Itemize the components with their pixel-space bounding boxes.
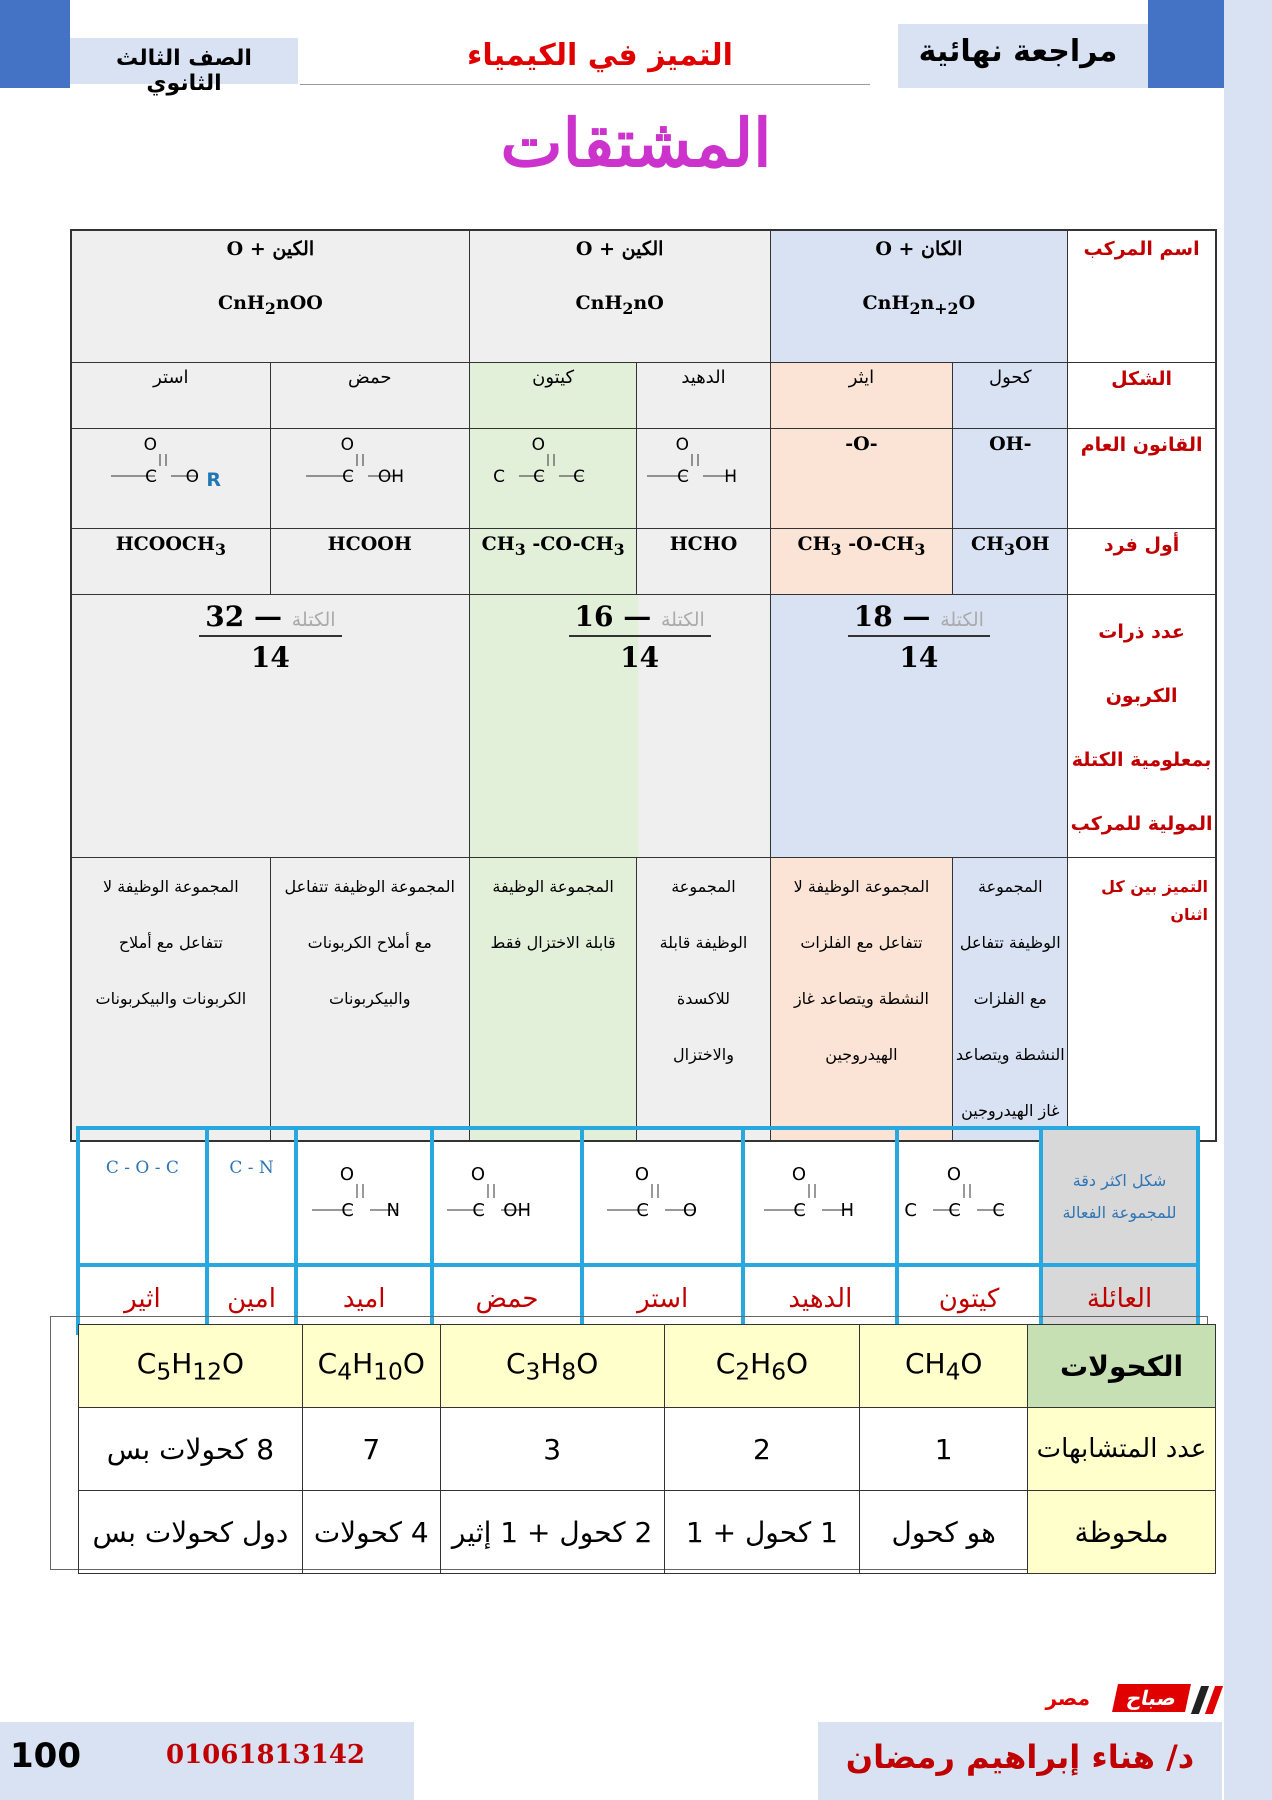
group-alkane-o: [770, 230, 1068, 362]
precise-form-label: شكل اكثر دقة للمجموعة الفعالة: [1041, 1128, 1198, 1265]
brand-country: مصر: [1045, 1686, 1090, 1710]
atom-c: C: [992, 1199, 1006, 1221]
family-aldehyde: الدهيد: [743, 1265, 897, 1333]
distinction-ester: المجموعة الوظيفة لا تتفاعل مع أملاح الكربونات والبيكربونات: [71, 857, 270, 1141]
atom-c: C: [493, 466, 506, 487]
phone-number: 01061813142: [166, 1740, 365, 1770]
formula-ether: -O-: [770, 428, 953, 528]
isomers-ch4o: 1: [860, 1408, 1028, 1491]
atom-c: C: [472, 1199, 485, 1221]
label-general-formula: القانون العام: [1068, 428, 1216, 528]
note-c2h6o: 1 كحول + 1: [664, 1491, 860, 1574]
functional-groups-table: [76, 1126, 1200, 1335]
grade-label: الصف الثالث الثانوي: [116, 46, 252, 96]
group-formula: CnH$_2$nO: [575, 292, 664, 318]
group-alkene-oo: [71, 230, 469, 362]
label-shape: الشكل: [1068, 362, 1216, 428]
group-formula: CnH$_2$nOO: [217, 292, 323, 318]
first-ester: $HCOOCH_3$: [71, 528, 270, 594]
formula-ketone: [469, 428, 637, 528]
atom-n: N: [386, 1199, 401, 1221]
atom-oh: OH: [503, 1199, 531, 1221]
first-alcohol: $CH_3OH$: [953, 528, 1068, 594]
atom-c: C: [533, 466, 546, 487]
formula-c5h12o: $C_5H_{12}O$: [79, 1325, 303, 1408]
right-margin-strip: [1224, 0, 1272, 1800]
atom-o: O: [143, 434, 157, 455]
distinction-acid: المجموعة الوظيفة تتفاعل مع أملاح الكربونات والبيكربونات: [270, 857, 469, 1141]
author-name: د/ هناء إبراهيم رمضان: [845, 1738, 1195, 1776]
atom-h: H: [724, 466, 738, 487]
amide-group: [296, 1128, 432, 1265]
amine-group: C - N: [207, 1128, 296, 1265]
first-aldehyde: HCHO: [637, 528, 770, 594]
aldehyde-structure: [639, 430, 767, 494]
atom-c: C: [677, 466, 690, 487]
isomers-c5h12o: 8 كحولات بس: [79, 1408, 303, 1491]
atom-c: C: [948, 1199, 962, 1221]
first-acid: HCOOH: [270, 528, 469, 594]
header-right-bar: [1148, 0, 1224, 88]
brand-slash-icon: [1205, 1686, 1223, 1714]
family-ester: استر: [582, 1265, 744, 1333]
isomers-c3h8o: 3: [440, 1408, 664, 1491]
ester-structure: [91, 430, 251, 494]
shape-ester: استر: [71, 362, 270, 428]
acid-structure: [290, 430, 450, 494]
label-alcohols: الكحولات: [1028, 1325, 1216, 1408]
page-number: 100: [10, 1736, 81, 1776]
label-compound-name: اسم المركب: [1068, 230, 1216, 362]
shape-ether: ايثر: [770, 362, 953, 428]
atom-o: O: [340, 1163, 355, 1185]
label-first-member: أول فرد: [1068, 528, 1216, 594]
formula-c4h10o: $C_4H_{10}O$: [302, 1325, 440, 1408]
formula-c2h6o: $C_2H_6O$: [664, 1325, 860, 1408]
aldehyde-group: [743, 1128, 897, 1265]
formula-acid: [270, 428, 469, 528]
formula-ester: [71, 428, 270, 528]
first-ether: $CH_3$ $-O-CH_3$: [770, 528, 953, 594]
label-note: ملحوظة: [1028, 1491, 1216, 1574]
shape-ketone: كيتون: [469, 362, 637, 428]
formula-ch4o: $CH_4O$: [860, 1325, 1028, 1408]
atom-o: O: [682, 1199, 697, 1221]
family-ether: اثير: [78, 1265, 207, 1333]
mass-fraction-alkanol: $\frac{\text{18 — الكتلة}}{14}$: [770, 594, 1068, 857]
family-amine: امين: [207, 1265, 296, 1333]
atom-c: C: [573, 466, 586, 487]
family-ketone: كيتون: [897, 1265, 1041, 1333]
first-ketone: $CH_3$ $-CO-CH_3$: [469, 528, 637, 594]
atom-o: O: [634, 1163, 649, 1185]
atom-o: O: [676, 434, 690, 455]
atom-oh: OH: [377, 466, 404, 487]
atom-o: O: [470, 1163, 485, 1185]
label-carbon-count: عدد ذرات الكربون بمعلومية الكتلة المولية للمركب: [1068, 594, 1216, 857]
group-formula: $CnH_2n_{+2}O$: [862, 292, 976, 318]
shape-aldehyde: الدهيد: [637, 362, 770, 428]
note-c4h10o: 4 كحولات: [302, 1491, 440, 1574]
header-underline: [300, 84, 870, 85]
group-alkene-o: [469, 230, 770, 362]
brand-name: صباح: [1112, 1684, 1191, 1712]
isomers-c4h10o: 7: [302, 1408, 440, 1491]
acid-structure: [443, 1160, 571, 1230]
group-name: الكان + O: [875, 238, 963, 260]
formula-aldehyde: [637, 428, 770, 528]
mass-fraction-acid-ester: $\frac{\text{32 — الكتلة}}{14}$: [71, 594, 469, 857]
atom-c: C: [341, 466, 354, 487]
amide-structure: [304, 1160, 424, 1230]
ketone-structure: [489, 430, 617, 494]
formula-alcohol: -OH: [953, 428, 1068, 528]
atom-o: O: [792, 1163, 807, 1185]
distinction-aldehyde: المجموعة الوظيفة قابلة للاكسدة والاختزال: [637, 857, 770, 1141]
page-title: المشتقات: [500, 104, 772, 182]
distinction-alcohol: المجموعة الوظيفة تتفاعل مع الفلزات النشطة ويتصاعد غاز الهيدروجين: [953, 857, 1068, 1141]
review-label: مراجعة نهائية: [918, 34, 1118, 69]
group-name: الكين + O: [575, 238, 664, 260]
shape-acid: حمض: [270, 362, 469, 428]
mass-fraction-alkenone: $\frac{\text{16 — الكتلة}}{14}$: [469, 594, 770, 857]
ester-structure: [599, 1160, 727, 1230]
alcohols-table: [78, 1324, 1216, 1574]
family-label: العائلة: [1041, 1265, 1198, 1333]
atom-c: C: [793, 1199, 807, 1221]
aldehyde-structure: [756, 1160, 884, 1230]
ether-group: C - O - C: [78, 1128, 207, 1265]
atom-h: H: [840, 1199, 855, 1221]
subject-title: التميز في الكيمياء: [467, 38, 733, 73]
shape-alcohol: كحول: [953, 362, 1068, 428]
distinction-ether: المجموعة الوظيفة لا تتفاعل مع الفلزات النشطة ويتصاعد غاز الهيدروجين: [770, 857, 953, 1141]
formula-c3h8o: $C_3H_8O$: [440, 1325, 664, 1408]
ketone-structure: [905, 1160, 1033, 1230]
atom-o: O: [946, 1163, 962, 1185]
atom-o: O: [340, 434, 354, 455]
family-acid: حمض: [432, 1265, 582, 1333]
distinction-ketone: المجموعة الوظيفة قابلة الاختزال فقط: [469, 857, 637, 1141]
acid-group: [432, 1128, 582, 1265]
label-isomers: عدد المتشابهات: [1028, 1408, 1216, 1491]
derivatives-table: [70, 229, 1217, 1142]
isomers-c2h6o: 2: [664, 1408, 860, 1491]
family-amide: اميد: [296, 1265, 432, 1333]
label-distinguish: التميز بين كل اثنان: [1068, 857, 1216, 1141]
atom-c: C: [144, 466, 157, 487]
header-left-bar: [0, 0, 70, 88]
ester-group: [582, 1128, 744, 1265]
note-c5h12o: دول كحولات بس: [79, 1491, 303, 1574]
atom-r: R: [206, 468, 221, 491]
note-ch4o: هو كحول: [860, 1491, 1028, 1574]
group-name: الكين + O: [226, 238, 315, 260]
atom-c: C: [905, 1199, 918, 1221]
atom-c: C: [341, 1199, 355, 1221]
atom-o: O: [185, 466, 199, 487]
atom-c: C: [636, 1199, 649, 1221]
atom-o: O: [531, 434, 546, 455]
ketone-group: [897, 1128, 1041, 1265]
note-c3h8o: 2 كحول + 1 إثير: [440, 1491, 664, 1574]
brand-logo: [1018, 1682, 1218, 1718]
